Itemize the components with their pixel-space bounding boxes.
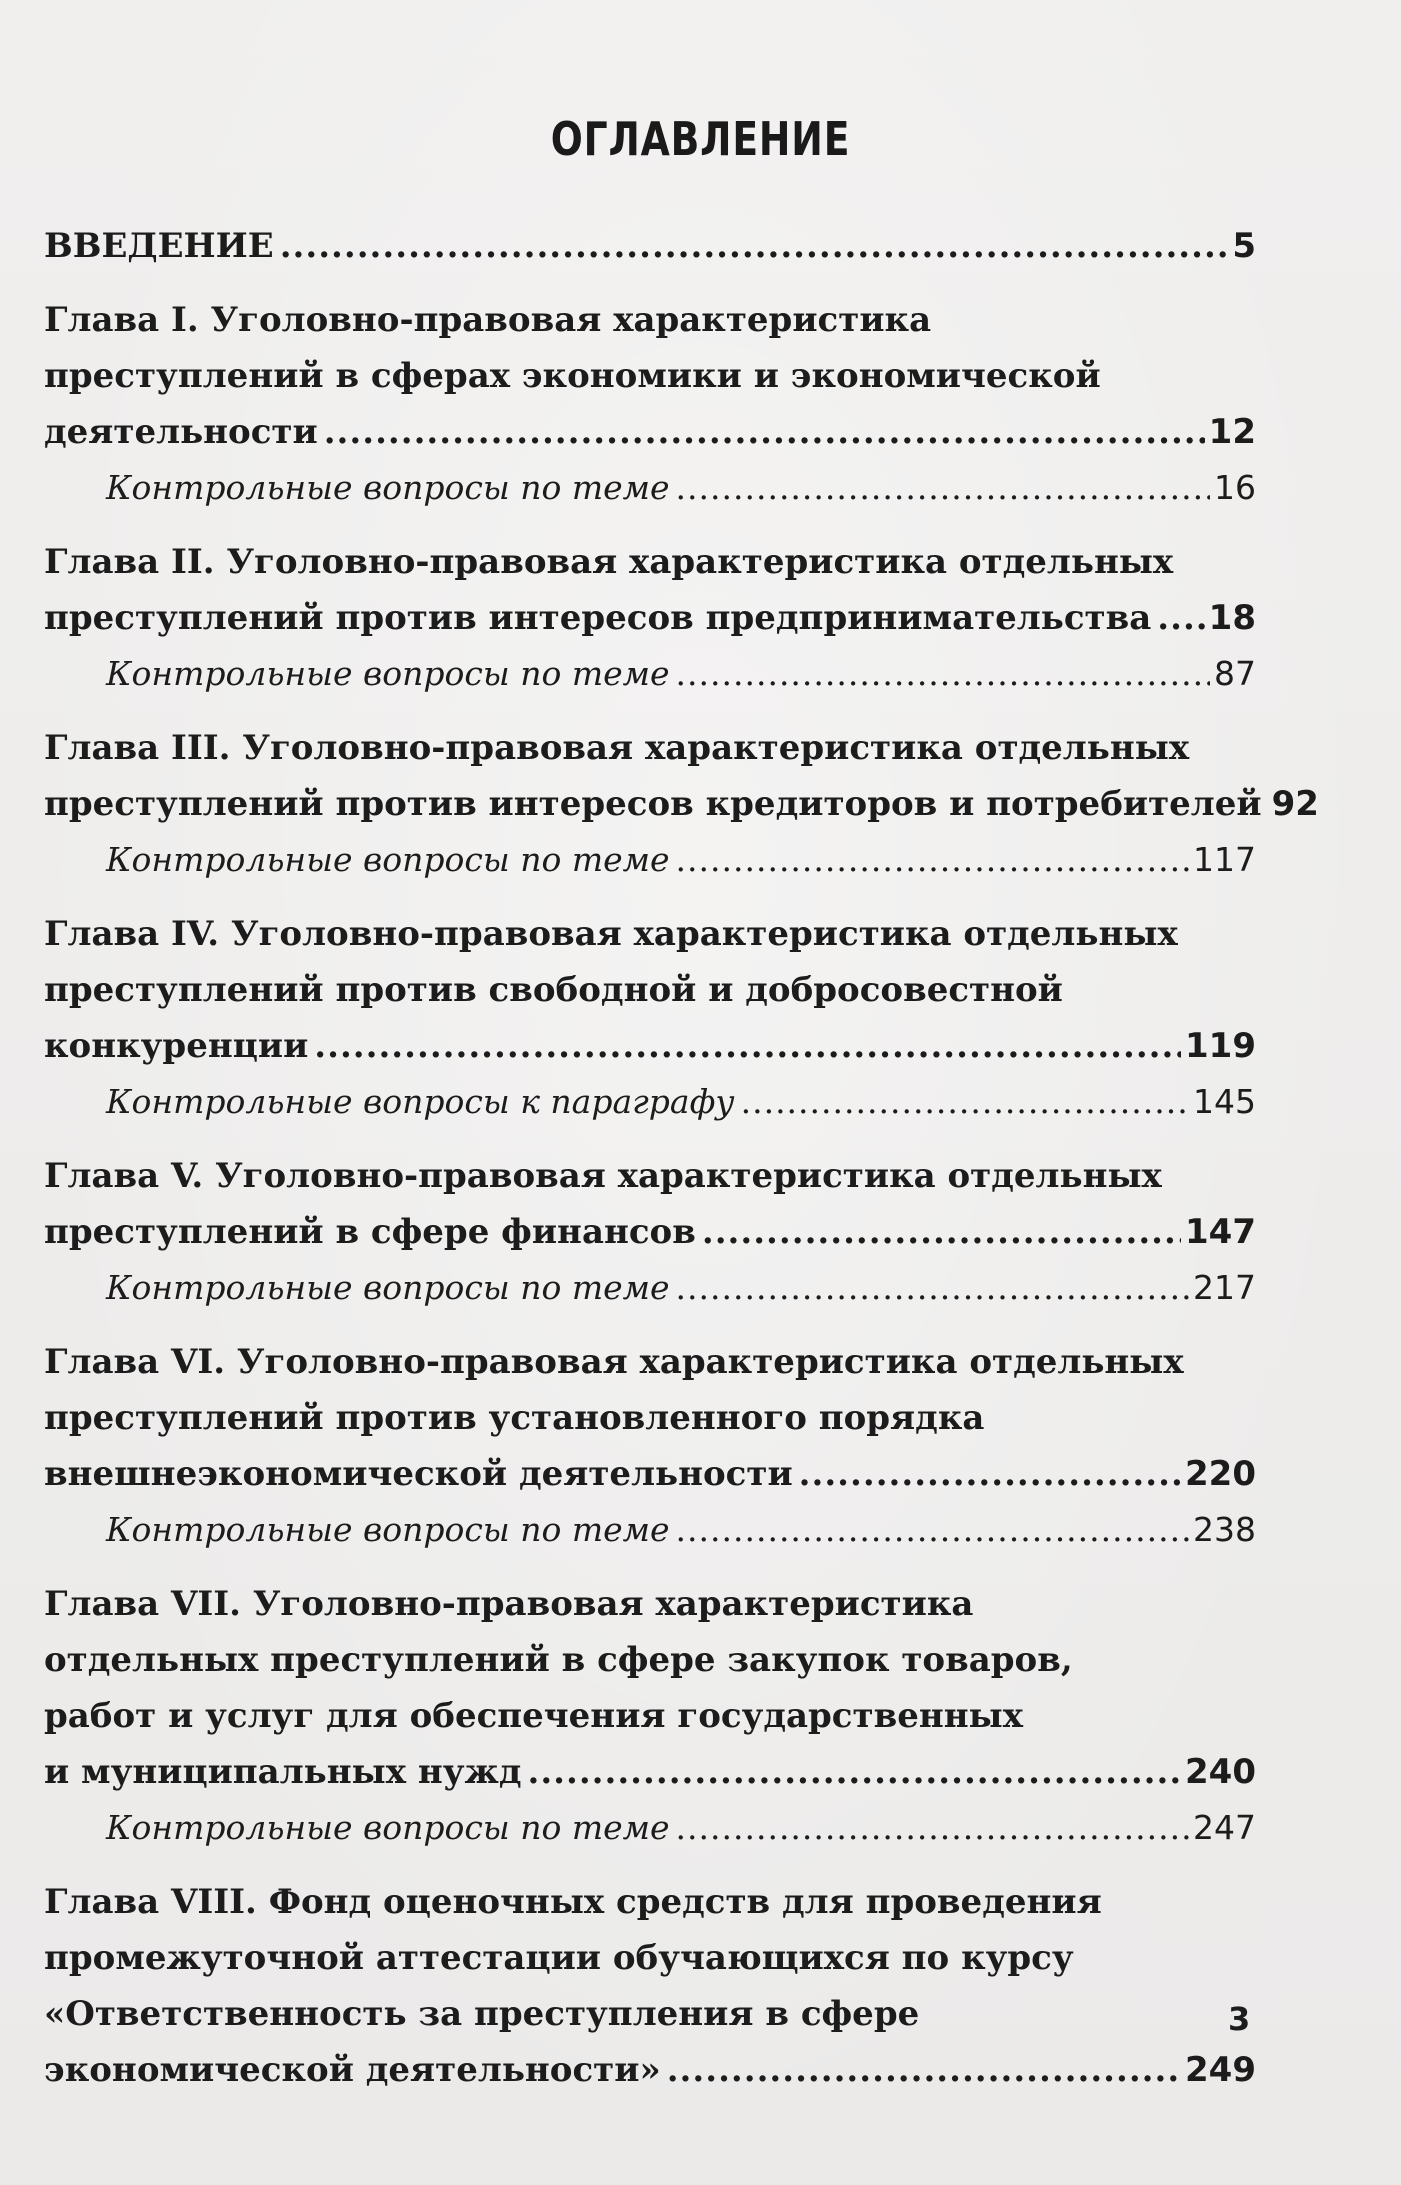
- toc-entry-text: преступлений в сфере финансов: [44, 1212, 696, 1252]
- toc-entry-text: Контрольные вопросы по теме: [106, 840, 670, 879]
- toc-chapter-entry: [44, 906, 1256, 1074]
- toc-entry-final-line: [106, 832, 1256, 888]
- toc-page-number: 5: [1232, 226, 1256, 266]
- dot-leader: [314, 1018, 1181, 1074]
- toc-page-number: 117: [1193, 840, 1256, 879]
- toc-entry-text: преступлений против интересов кредиторов и потребителей: [44, 784, 1262, 824]
- dot-leader: [676, 460, 1210, 516]
- toc-entry-line: Глава VII. Уголовно-правовая характеристика: [44, 1584, 974, 1624]
- toc-chapter-entry: [44, 1576, 1256, 1800]
- toc-questions-entry: [44, 1800, 1256, 1856]
- toc-entry-final-line: [44, 1018, 1256, 1074]
- toc-entry-final-line: [106, 1800, 1256, 1856]
- toc-entry-final-line: [106, 460, 1256, 516]
- toc-chapter-entry: [44, 292, 1256, 460]
- toc-entry-text: Контрольные вопросы к параграфу: [106, 1082, 735, 1121]
- toc-questions-entry: [44, 1502, 1256, 1558]
- toc-entry-final-line: [44, 404, 1256, 460]
- toc-entry-text: и муниципальных нужд: [44, 1752, 522, 1792]
- toc-entry-line: преступлений против свободной и добросовестной: [44, 970, 1063, 1010]
- toc-page-number: 16: [1214, 468, 1256, 507]
- toc-entry-final-line: [106, 646, 1256, 702]
- toc-page-number: 12: [1208, 412, 1256, 452]
- dot-leader: [676, 646, 1210, 702]
- toc-entry-text: Контрольные вопросы по теме: [106, 654, 670, 693]
- toc-page-number: 217: [1193, 1268, 1256, 1307]
- toc-entry-line: «Ответственность за преступления в сфере: [44, 1994, 920, 2034]
- dot-leader: [676, 832, 1189, 888]
- toc-entry-line: отдельных преступлений в сфере закупок товаров,: [44, 1640, 1073, 1680]
- toc-entry-line: Глава VIII. Фонд оценочных средств для проведения: [44, 1882, 1102, 1922]
- toc-entry-text: Контрольные вопросы по теме: [106, 1268, 670, 1307]
- toc-entry-line: Глава VI. Уголовно-правовая характеристика отдельных: [44, 1342, 1184, 1382]
- table-of-contents: [44, 218, 1319, 2098]
- dot-leader: [1157, 590, 1204, 646]
- toc-entry-final-line: [106, 1074, 1256, 1130]
- dot-leader: [324, 404, 1205, 460]
- toc-entry-final-line: [44, 2042, 1256, 2098]
- toc-entry-text: экономической деятельности»: [44, 2050, 661, 2090]
- toc-entry-line: Глава III. Уголовно-правовая характеристика отдельных: [44, 728, 1190, 768]
- toc-entry-line: промежуточной аттестации обучающихся по курсу: [44, 1938, 1074, 1978]
- toc-chapter-entry: [44, 720, 1319, 832]
- toc-entry-final-line: [44, 776, 1319, 832]
- toc-entry-line: Глава I. Уголовно-правовая характеристика: [44, 300, 932, 340]
- toc-entry-text: Контрольные вопросы по теме: [106, 1510, 670, 1549]
- toc-chapter-entry: [44, 534, 1256, 646]
- page-title: ОГЛАВЛЕНИЕ: [550, 112, 851, 166]
- dot-leader: [741, 1074, 1189, 1130]
- toc-page-number: 147: [1185, 1212, 1256, 1252]
- toc-entry-text: ВВЕДЕНИЕ: [44, 226, 274, 266]
- page-number: 3: [1228, 2000, 1251, 2038]
- dot-leader: [667, 2042, 1181, 2098]
- toc-questions-entry: [44, 832, 1256, 888]
- toc-entry-line: преступлений в сферах экономики и экономической: [44, 356, 1101, 396]
- toc-entry-final-line: [106, 1260, 1256, 1316]
- toc-entry-text: деятельности: [44, 412, 318, 452]
- toc-entry-final-line: [44, 1204, 1256, 1260]
- dot-leader: [799, 1446, 1181, 1502]
- toc-page-number: 249: [1185, 2050, 1256, 2090]
- toc-chapter-entry: [44, 218, 1256, 274]
- toc-page-number: 247: [1193, 1808, 1256, 1847]
- toc-page-number: 87: [1214, 654, 1256, 693]
- toc-entry-text: Контрольные вопросы по теме: [106, 1808, 670, 1847]
- toc-questions-entry: [44, 1260, 1256, 1316]
- dot-leader: [676, 1502, 1189, 1558]
- toc-entry-text: внешнеэкономической деятельности: [44, 1454, 793, 1494]
- toc-entry-line: Глава IV. Уголовно-правовая характеристика отдельных: [44, 914, 1178, 954]
- toc-entry-line: Глава V. Уголовно-правовая характеристика отдельных: [44, 1156, 1162, 1196]
- toc-chapter-entry: [44, 1334, 1256, 1502]
- toc-page-number: 145: [1193, 1082, 1256, 1121]
- toc-entry-final-line: [44, 1446, 1256, 1502]
- toc-page-number: 92: [1271, 784, 1319, 824]
- dot-leader: [676, 1800, 1189, 1856]
- toc-entry-final-line: [44, 218, 1256, 274]
- toc-page-number: 18: [1208, 598, 1256, 638]
- toc-entry-text: Контрольные вопросы по теме: [106, 468, 670, 507]
- toc-chapter-entry: [44, 1874, 1256, 2098]
- toc-entry-text: конкуренции: [44, 1026, 309, 1066]
- toc-entry-final-line: [44, 590, 1256, 646]
- toc-entry-final-line: [44, 1744, 1256, 1800]
- dot-leader: [702, 1204, 1181, 1260]
- dot-leader: [676, 1260, 1189, 1316]
- toc-entry-line: Глава II. Уголовно-правовая характеристика отдельных: [44, 542, 1174, 582]
- toc-entry-line: работ и услуг для обеспечения государственных: [44, 1696, 1023, 1736]
- toc-page-number: 238: [1193, 1510, 1256, 1549]
- toc-entry-final-line: [106, 1502, 1256, 1558]
- toc-chapter-entry: [44, 1148, 1256, 1260]
- toc-questions-entry: [44, 646, 1256, 702]
- toc-questions-entry: [44, 1074, 1256, 1130]
- toc-entry-line: преступлений против установленного порядка: [44, 1398, 985, 1438]
- toc-page-number: 240: [1185, 1752, 1256, 1792]
- toc-page-number: 220: [1185, 1454, 1256, 1494]
- toc-questions-entry: [44, 460, 1256, 516]
- dot-leader: [280, 218, 1229, 274]
- toc-entry-text: преступлений против интересов предпринимательства: [44, 598, 1152, 638]
- toc-page-number: 119: [1185, 1026, 1256, 1066]
- dot-leader: [527, 1744, 1181, 1800]
